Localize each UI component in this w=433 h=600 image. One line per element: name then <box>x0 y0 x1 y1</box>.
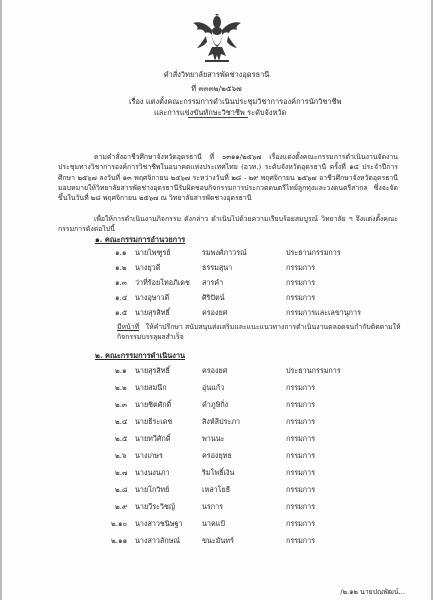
member-last-name: พานนะ <box>202 434 225 443</box>
member-role: กรรมการ <box>286 519 316 528</box>
member-role: กรรมการ <box>286 278 316 287</box>
member-role: กรรมการ <box>286 263 316 272</box>
member-last-name: คำภูษิกิ่ง <box>202 400 229 409</box>
member-first-name: นางอุษาวดี <box>135 293 170 302</box>
member-number: ๑.๓ <box>115 278 127 287</box>
member-last-name: ธรรมสุนา <box>202 263 233 272</box>
duty-label: มีหน้าที่ <box>117 323 140 331</box>
member-number: ๒.๑๐ <box>111 519 127 528</box>
member-role: กรรมการและเลขานุการ <box>286 308 361 317</box>
org-title: คำสั่งวิทยาลัยสารพัดช่างอุดรธานี <box>163 70 270 79</box>
member-number: ๒.๓ <box>115 400 127 409</box>
member-first-name: นายธีระเดช <box>135 417 173 426</box>
member-last-name: อุ่นแก้ว <box>202 383 225 392</box>
member-number: ๒.๗ <box>115 468 128 477</box>
member-first-name: นายวีระวิชญ์ <box>135 502 175 511</box>
member-last-name: สิงห์ลีประภา <box>202 417 241 426</box>
member-last-name: เหล่าโยธี <box>202 485 231 494</box>
member-last-name: รมพงศ์ภาวรณ์ <box>202 248 247 257</box>
member-last-name: ริมโพธิ์เงิน <box>202 468 235 477</box>
subject-line: เรื่อง แต่งตั้งคณะกรรมการดำเนินประชุมวิชาการองค์การนักวิชาชีพ <box>129 97 342 106</box>
member-last-name: ครองยศ <box>202 308 228 317</box>
garuda-emblem <box>191 14 243 64</box>
member-role: กรรมการ <box>286 293 316 302</box>
member-number: ๒.๔ <box>115 417 128 426</box>
member-first-name: นางสาวชนิษฐา <box>135 519 183 528</box>
member-number: ๑.๑ <box>115 248 127 257</box>
member-number: ๑.๕ <box>115 308 128 317</box>
member-number: ๒.๖ <box>115 451 127 460</box>
member-role: กรรมการ <box>286 485 316 494</box>
member-role: กรรมการ <box>286 502 316 511</box>
member-role: กรรมการ <box>286 400 316 409</box>
member-first-name: นายสุรสิทธิ์ <box>135 308 170 317</box>
member-number: ๑.๒ <box>115 263 127 272</box>
subject-line-2: และการแข่งขันทักษะวิชาชีพ ระดับจังหวัด <box>154 108 287 117</box>
member-last-name: สารคำ <box>202 278 224 287</box>
member-number: ๒.๙ <box>115 502 128 511</box>
paragraph-reference: ตามคำสั่งอาชีวศึกษาจังหวัดอุดรธานี ที่ ๐๓๑๑/๒๕๖๗ เรื่องแต่งตั้งคณะกรรมการดำเนินงานจัดงานประชุมทางวิชาการองค์การวิชาชีพในอนาคตแห่งประเทศไทย (อวท.) ระดับจังหวัดอุดรธานี ครั้งที่ ๑๔ ประจำปีการศึกษา ๒๕๖๗ ลงวันที่ ๑๓ พฤศจิกายน ๒๕๖๗ ระหว่างวันที่ ๒๘ - ๒๙ พฤศจิกายน ๒๕๖๗ อาชีวศึกษาจังหวัดอุดรธานี มอบหมายให้วิทยาลัยสารพัดช่างอุดรธานีรับผิดชอบกิจกรรมการประกวดดนตรีไทย์ลูกทุ่งและวงดนตรีสากล ซึ่งจะจัดขึ้นในวันที่ ๒๘ พฤศจิกายน ๒๕๖๗ ณ วิทยาลัยสารพัดช่างอุดรธานี <box>58 153 398 203</box>
member-first-name: นายไพฑูรย์ <box>135 248 171 257</box>
member-last-name: นรการ <box>202 502 224 511</box>
member-first-name: นางนงนภา <box>135 468 170 477</box>
member-first-name: นายชิตศักดิ์ <box>135 400 172 409</box>
member-number: ๒.๑๑ <box>111 536 128 545</box>
section-2-heading: ๒. คณะกรรมการดำเนินงาน <box>95 351 186 360</box>
member-first-name: ว่าที่ร้อยโทอภิเดช <box>135 278 190 287</box>
member-number: ๒.๕ <box>115 434 128 443</box>
member-number: ๒.๑ <box>115 366 127 375</box>
member-role: ประธานกรรมการ <box>286 248 341 257</box>
duty-note <box>117 322 407 343</box>
member-last-name: ครองยศ <box>202 366 228 375</box>
continuation-note: /๒.๑๒ นายปณพัฒน์... <box>340 588 405 596</box>
member-last-name: ครองยุทธ <box>202 451 232 460</box>
member-first-name: นายสุรสิทธิ์ <box>135 366 170 375</box>
member-role: ประธานกรรมการ <box>286 366 341 375</box>
member-role: กรรมการ <box>286 536 316 545</box>
duty-text: ให้คำปรึกษา สนับสนุนส่งเสริมและแนะแนวทางการดำเนินงานตลอดจนกำกับติดตามให้กิจกรรมบรรลุผลสำเร็จ <box>117 323 401 342</box>
member-number: ๒.๘ <box>115 485 128 494</box>
member-last-name: นาคแป้ <box>202 519 225 528</box>
member-first-name: นายทวีศักดิ์ <box>135 434 171 443</box>
member-first-name: นางยุวดี <box>135 263 161 272</box>
member-number: ๑.๔ <box>115 293 128 302</box>
member-role: กรรมการ <box>286 417 316 426</box>
member-first-name: นางเกษร <box>135 451 163 460</box>
order-number: ที่ ๓๓๓๒/๒๕๖๗ <box>191 84 242 93</box>
member-last-name: ขนะมันทร์ <box>202 536 234 545</box>
paragraph-appointment: เพื่อให้การดำเนินงานกิจกรรม ดังกล่าว ดำเนินไปด้วยความเรียบร้อยสมบูรณ์ วิทยาลัย ฯ จึงแต่งตั้งคณะกรรมการดังต่อไปนี้ <box>58 215 398 234</box>
header-separator <box>188 117 248 118</box>
member-first-name: นางสาวลักษณ์ <box>135 536 181 545</box>
member-role: กรรมการ <box>286 383 316 392</box>
member-first-name: นายสมนึก <box>135 383 167 392</box>
member-last-name: ศิริปัตน์ <box>202 293 225 302</box>
section-1-heading: ๑. คณะกรรมการอำนวยการ <box>95 235 186 244</box>
member-first-name: นายโกวิทย์ <box>135 485 170 494</box>
member-role: กรรมการ <box>286 434 316 443</box>
member-number: ๒.๒ <box>115 383 127 392</box>
member-role: กรรมการ <box>286 451 316 460</box>
member-role: กรรมการ <box>286 468 316 477</box>
